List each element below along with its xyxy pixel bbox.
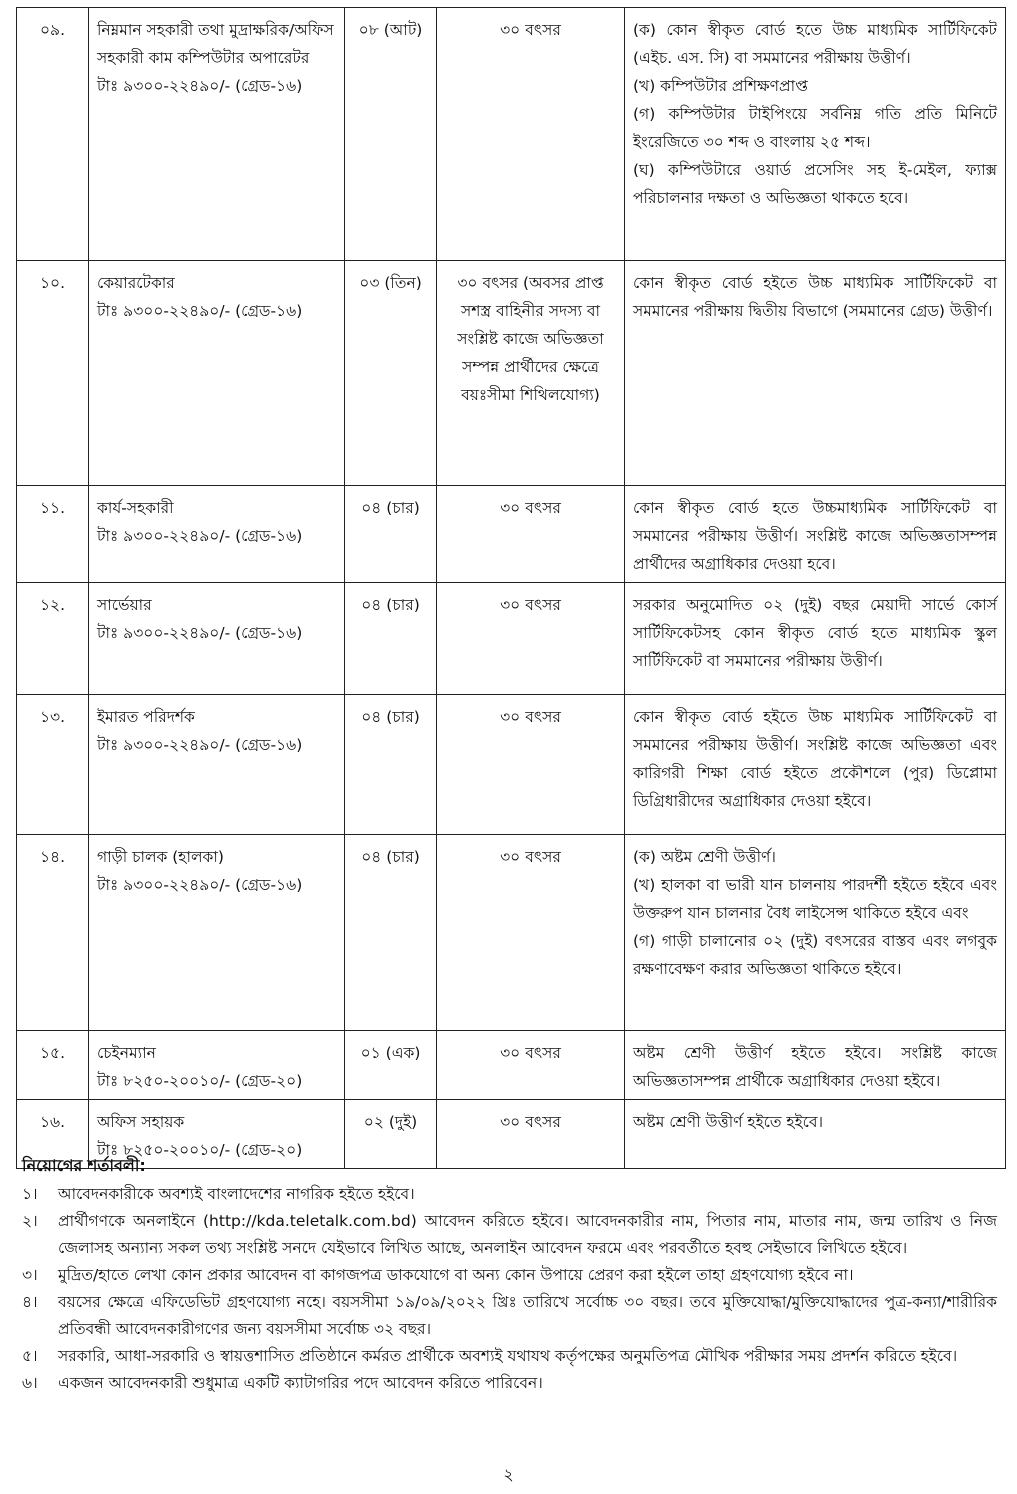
condition-item (22, 1343, 997, 1370)
pay-scale: টাঃ ৯৩০০-২২৪৯০/- (গ্রেড-১৬) (97, 736, 303, 754)
table-row (17, 486, 1006, 583)
post-count-cell: ০৪ (চার) (345, 583, 437, 695)
serial-number-cell: ১৬. (17, 1100, 89, 1169)
qualification-cell (625, 261, 1006, 486)
post-cell (89, 486, 345, 583)
age-limit-cell: ৩০ বৎসর (437, 8, 625, 261)
condition-text: সরকারি, আধা-সরকারি ও স্বায়ত্তশাসিত প্রতিষ্ঠানে কর্মরত প্রার্থীকে অবশ্যই যথাযথ কর্তৃপক্ষের অনুমতিপত্র মৌখিক পরীক্ষার সময় প্রদর্শন করিতে হইবে। (58, 1347, 958, 1365)
post-count-cell: ০৮ (আট) (345, 8, 437, 261)
post-count-cell: ০৪ (চার) (345, 835, 437, 1031)
condition-item (22, 1181, 997, 1208)
post-cell (89, 261, 345, 486)
conditions-heading: নিয়োগের শর্তাবলী: (22, 1156, 146, 1175)
condition-text: বয়সের ক্ষেত্রে এফিডেভিট গ্রহণযোগ্য নহে। বয়সসীমা ১৯/০৯/২০২২ খ্রিঃ তারিখে সর্বোচ্চ ৩০ বছর। তবে মুক্তিযোদ্ধা/মুক্তিযোদ্ধাদের পুত্র-কন্যা/শারীরিক প্রতিবন্ধী আবেদনকারীগণের জন্য বয়সসীমা সর্বোচ্চ ৩২ বছর। (58, 1293, 997, 1338)
table-row (17, 835, 1006, 1031)
qualification-cell (625, 835, 1006, 1031)
pay-scale: টাঃ ৯৩০০-২২৪৯০/- (গ্রেড-১৬) (97, 77, 303, 95)
pay-scale: টাঃ ৯৩০০-২২৪৯০/- (গ্রেড-১৬) (97, 302, 303, 320)
age-limit-cell: ৩০ বৎসর (437, 1031, 625, 1100)
appointment-conditions (22, 1152, 997, 1397)
post-title: কেয়ারটেকার (97, 274, 175, 292)
pay-scale: টাঃ ৯৩০০-২২৪৯০/- (গ্রেড-১৬) (97, 527, 303, 545)
post-cell (89, 1031, 345, 1100)
pay-scale: টাঃ ৮২৫০-২০০১০/- (গ্রেড-২০) (97, 1141, 303, 1159)
serial-number-cell: ০৯. (17, 8, 89, 261)
serial-number-cell: ১৩. (17, 695, 89, 835)
serial-number-cell: ১০. (17, 261, 89, 486)
post-title: অফিস সহায়ক (97, 1113, 185, 1131)
age-limit-cell: ৩০ বৎসর (437, 695, 625, 835)
table-row (17, 261, 1006, 486)
condition-item (22, 1208, 997, 1262)
post-cell (89, 8, 345, 261)
serial-number-cell: ১৫. (17, 1031, 89, 1100)
serial-number-cell: ১২. (17, 583, 89, 695)
qualification-line: (গ) গাড়ী চালানোর ০২ (দুই) বৎসরের বাস্তব এবং লগবুক রক্ষণাবেক্ষণ করার অভিজ্ঞতা থাকিতে হইবে। (633, 932, 997, 978)
pay-scale: টাঃ ৯৩০০-২২৪৯০/- (গ্রেড-১৬) (97, 624, 303, 642)
table-row (17, 1031, 1006, 1100)
pay-scale: টাঃ ৮২৫০-২০০১০/- (গ্রেড-২০) (97, 1072, 303, 1090)
condition-item (22, 1262, 997, 1289)
qualification-line: সরকার অনুমোদিত ০২ (দুই) বছর মেয়াদী সার্ভে কোর্স সার্টিফিকেটসহ কোন স্বীকৃত বোর্ড হতে মাধ্যমিক স্কুল সার্টিফিকেট বা সমমানের পরীক্ষায় উত্তীর্ণ। (633, 596, 997, 670)
qualification-line: কোন স্বীকৃত বোর্ড হইতে উচ্চ মাধ্যমিক সার্টিফিকেট বা সমমানের পরীক্ষায় দ্বিতীয় বিভাগে (সমমানের গ্রেড) উত্তীর্ণ। (633, 274, 997, 320)
condition-number: ৩। (22, 1266, 38, 1284)
condition-text: প্রার্থীগণকে অনলাইনে (http://kda.teletalk.com.bd) আবেদন করিতে হইবে। আবেদনকারীর নাম, পিতার নাম, মাতার নাম, জন্ম তারিখ ও নিজ জেলাসহ অন্যান্য সকল তথ্য সংশ্লিষ্ট সনদে যেইভাবে লিখিত আছে, অনলাইন আবেদন ফরমে এবং পরবর্তীতে হবহু সেইভাবে লিখিতে হইবে। (58, 1212, 997, 1257)
condition-number: ৫। (22, 1347, 38, 1365)
qualification-line: (ক) কোন স্বীকৃত বোর্ড হতে উচ্চ মাধ্যমিক সার্টিফিকেট (এইচ. এস. সি) বা সমমানের পরীক্ষায় উত্তীর্ণ। (633, 21, 997, 67)
qualification-line: কোন স্বীকৃত বোর্ড হইতে উচ্চ মাধ্যমিক সার্টিফিকেট বা সমমানের পরীক্ষায় উত্তীর্ণ। সংশ্লিষ্ট কাজে অভিজ্ঞতা এবং কারিগরী শিক্ষা বোর্ড হইতে প্রকৌশলে (পুর) ডিপ্লোমা ডিগ্রিধারীদের অগ্রাধিকার দেওয়া হইবে। (633, 708, 997, 810)
post-count-cell: ০১ (এক) (345, 1031, 437, 1100)
post-count-cell: ০৪ (চার) (345, 486, 437, 583)
post-count-cell: ০২ (দুই) (345, 1100, 437, 1169)
table-row (17, 695, 1006, 835)
qualification-line: অষ্টম শ্রেণী উত্তীর্ণ হইতে হইবে। (633, 1113, 824, 1131)
condition-text: একজন আবেদনকারী শুধুমাত্র একটি ক্যাটাগরির পদে আবেদন করিতে পারিবেন। (58, 1374, 543, 1392)
condition-text: আবেদনকারীকে অবশ্যই বাংলাদেশের নাগরিক হইতে হইবে। (58, 1185, 415, 1203)
qualification-line: (ক) অষ্টম শ্রেণী উত্তীর্ণ। (633, 848, 776, 866)
condition-number: ১। (22, 1185, 38, 1203)
post-title: ইমারত পরিদর্শক (97, 708, 195, 726)
qualification-cell (625, 1031, 1006, 1100)
qualification-cell (625, 695, 1006, 835)
age-limit-cell: ৩০ বৎসর (অবসর প্রাপ্ত সশস্ত্র বাহিনীর সদস্য বা সংশ্লিষ্ট কাজে অভিজ্ঞতা সম্পন্ন প্রার্থীদের ক্ষেত্রে বয়ঃসীমা শিথিলযোগ্য) (437, 261, 625, 486)
condition-number: ৪। (22, 1293, 38, 1311)
post-count-cell: ০৩ (তিন) (345, 261, 437, 486)
post-cell (89, 695, 345, 835)
job-vacancy-table (16, 7, 1006, 1169)
qualification-line: (খ) হালকা বা ভারী যান চালনায় পারদর্শী হইতে হইবে এবং উক্তরুপ যান চালনার বৈধ লাইসেন্স থাকিতে হইবে এবং (633, 876, 997, 922)
post-count-cell: ০৪ (চার) (345, 695, 437, 835)
age-limit-cell: ৩০ বৎসর (437, 835, 625, 1031)
qualification-line: (গ) কম্পিউটার টাইপিংয়ে সর্বনিম্ন গতি প্রতি মিনিটে ইংরেজিতে ৩০ শব্দ ও বাংলায় ২৫ শব্দ। (633, 105, 997, 151)
post-cell (89, 583, 345, 695)
post-title: চেইনম্যান (97, 1044, 156, 1062)
qualification-line: কোন স্বীকৃত বোর্ড হতে উচ্চমাধ্যমিক সার্টিফিকেট বা সমমানের পরীক্ষায় উত্তীর্ণ। সংশ্লিষ্ট কাজে অভিজ্ঞতাসম্পন্ন প্রার্থীদের অগ্রাধিকার দেওয়া হবে। (633, 499, 997, 573)
qualification-cell (625, 486, 1006, 583)
serial-number-cell: ১১. (17, 486, 89, 583)
qualification-cell (625, 8, 1006, 261)
page-number: ২ (503, 1465, 514, 1484)
condition-text: মুদ্রিত/হাতে লেখা কোন প্রকার আবেদন বা কাগজপত্র ডাকযোগে বা অন্য কোন উপায়ে প্রেরণ করা হইলে তাহা গ্রহণযোগ্য হইবে না। (58, 1266, 854, 1284)
qualification-line: (খ) কম্পিউটার প্রশিক্ষণপ্রাপ্ত (633, 77, 808, 95)
age-limit-cell: ৩০ বৎসর (437, 583, 625, 695)
qualification-line: (ঘ) কম্পিউটারে ওয়ার্ড প্রসেসিং সহ ই-মেইল, ফ্যাক্স পরিচালনার দক্ষতা ও অভিজ্ঞতা থাকতে হবে। (633, 161, 997, 207)
qualification-cell (625, 583, 1006, 695)
post-title: সার্ভেয়ার (97, 596, 152, 614)
age-limit-cell: ৩০ বৎসর (437, 486, 625, 583)
post-title: কার্য-সহকারী (97, 499, 174, 517)
qualification-line: অষ্টম শ্রেণী উত্তীর্ণ হইতে হইবে। সংশ্লিষ্ট কাজে অভিজ্ঞতাসম্পন্ন প্রার্থীকে অগ্রাধিকার দেওয়া হইবে। (633, 1044, 997, 1090)
post-title: নিম্নমান সহকারী তথা মুদ্রাক্ষরিক/অফিস সহকারী কাম কম্পিউটার অপারেটর (97, 21, 334, 67)
pay-scale: টাঃ ৯৩০০-২২৪৯০/- (গ্রেড-১৬) (97, 876, 303, 894)
condition-item (22, 1370, 997, 1397)
post-cell (89, 835, 345, 1031)
serial-number-cell: ১৪. (17, 835, 89, 1031)
table-row (17, 583, 1006, 695)
condition-number: ৬। (22, 1374, 38, 1392)
condition-item (22, 1289, 997, 1343)
age-limit-cell: ৩০ বৎসর (437, 1100, 625, 1169)
post-title: গাড়ী চালক (হালকা) (97, 848, 224, 866)
condition-number: ২। (22, 1212, 38, 1230)
table-row (17, 8, 1006, 261)
